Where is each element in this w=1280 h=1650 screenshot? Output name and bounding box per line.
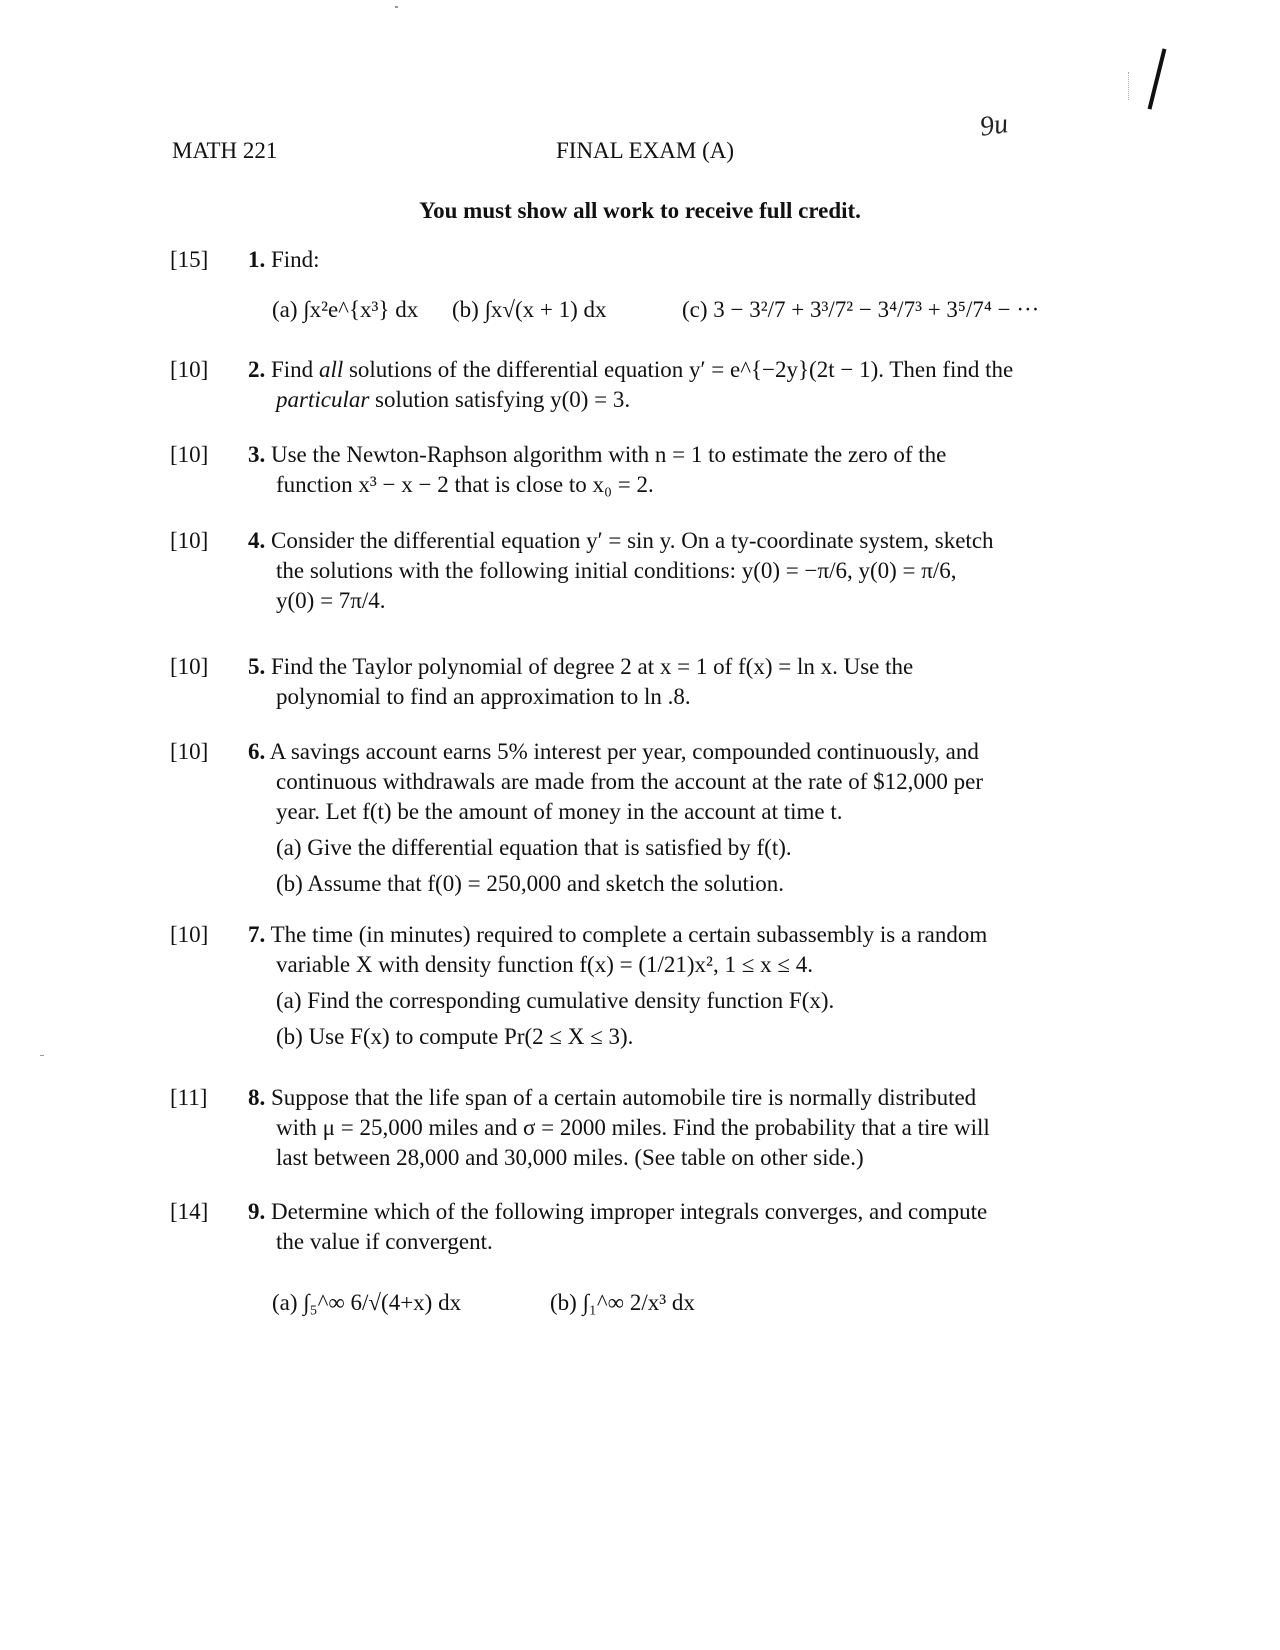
question-points: [10] xyxy=(170,654,209,679)
question-text: continuous withdrawals are made from the account at the rate of $12,000 per xyxy=(276,769,984,794)
question-4 xyxy=(248,526,1093,616)
question-number: 4. xyxy=(248,528,266,553)
question-number: 1. xyxy=(248,247,266,272)
scan-artifact xyxy=(1128,72,1130,100)
question-points: [10] xyxy=(170,357,209,382)
question-text: y(0) = 7π/4. xyxy=(276,588,386,613)
question-number: 8. xyxy=(248,1085,266,1110)
part-a: (a) ∫x²e^{x³} dx xyxy=(272,297,419,322)
question-2 xyxy=(248,355,1093,415)
question-number: 5. xyxy=(248,654,266,679)
question-points: [10] xyxy=(170,739,209,764)
question-text: with μ = 25,000 miles and σ = 2000 miles. Find the probability that a tire will xyxy=(276,1115,990,1140)
question-number: 6. xyxy=(248,739,266,764)
question-number: 9. xyxy=(248,1199,266,1224)
exam-title: FINAL EXAM (A) xyxy=(556,138,735,163)
question-number: 2. xyxy=(248,357,266,382)
question-9 xyxy=(248,1197,1093,1257)
sub-question-a: (a) Find the corresponding cumulative density function F(x). xyxy=(276,988,835,1013)
handwritten-mark: 9u xyxy=(977,108,1010,143)
question-points: [15] xyxy=(170,247,209,272)
question-text: A savings account earns 5% interest per year, compounded continuously, and xyxy=(269,739,979,764)
part-c: (c) 3 − 3²/7 + 3³/7² − 3⁴/7³ + 3⁵/7⁴ − ··· xyxy=(682,297,1040,322)
emphasis-text: particular xyxy=(276,387,370,412)
question-text: Suppose that the life span of a certain automobile tire is normally distributed xyxy=(271,1085,977,1110)
question-points: [10] xyxy=(170,528,209,553)
question-7 xyxy=(248,920,1093,1052)
sub-question-a: (a) Give the differential equation that is satisfied by f(t). xyxy=(276,835,792,860)
part-b: (b) ∫x√(x + 1) dx xyxy=(452,297,607,322)
question-text: The time (in minutes) required to complete a certain subassembly is a random xyxy=(270,922,988,947)
question-5 xyxy=(248,652,1093,712)
instructions-notice: You must show all work to receive full credit. xyxy=(419,198,861,223)
question-8 xyxy=(248,1083,1093,1173)
question-text: the solutions with the following initial conditions: y(0) = −π/6, y(0) = π/6, xyxy=(276,558,957,583)
course-code: MATH 221 xyxy=(172,138,278,163)
question-text: solutions of the differential equation y′ = e^{−2y}(2t − 1). Then find the xyxy=(343,357,1014,382)
question-number: 7. xyxy=(248,922,266,947)
scan-artifact xyxy=(40,1055,44,1056)
question-text: Determine which of the following improper integrals converges, and compute xyxy=(271,1199,988,1224)
question-points: [11] xyxy=(170,1085,208,1110)
sub-question-b: (b) Assume that f(0) = 250,000 and sketch the solution. xyxy=(276,871,785,896)
part-b: (b) ∫₁^∞ 2/x³ dx xyxy=(550,1290,695,1315)
question-text: Find xyxy=(271,357,319,382)
question-6 xyxy=(248,737,1093,899)
question-points: [10] xyxy=(170,442,209,467)
question-text: last between 28,000 and 30,000 miles. (See table on other side.) xyxy=(276,1145,864,1170)
question-number: 3. xyxy=(248,442,266,467)
question-points: [10] xyxy=(170,922,209,947)
question-text: Find the Taylor polynomial of degree 2 at x = 1 of f(x) = ln x. Use the xyxy=(271,654,914,679)
question-text: Find: xyxy=(271,247,320,272)
question-text: the value if convergent. xyxy=(276,1229,493,1254)
question-text: solution satisfying y(0) = 3. xyxy=(369,387,631,412)
question-text: polynomial to find an approximation to ln .8. xyxy=(276,684,691,709)
sub-question-b: (b) Use F(x) to compute Pr(2 ≤ X ≤ 3). xyxy=(276,1024,634,1049)
question-text: function x³ − x − 2 that is close to x₀ = 2. xyxy=(276,472,654,497)
scan-artifact xyxy=(395,6,398,8)
handwritten-slash xyxy=(1148,48,1167,109)
question-3 xyxy=(248,440,1093,500)
emphasis-text: all xyxy=(318,357,344,382)
question-text: Consider the differential equation y′ = sin y. On a ty-coordinate system, sketch xyxy=(271,528,994,553)
question-points: [14] xyxy=(170,1199,209,1224)
question-1 xyxy=(248,245,1093,275)
part-a: (a) ∫₅^∞ 6/√(4+x) dx xyxy=(272,1290,462,1315)
question-text: Use the Newton-Raphson algorithm with n = 1 to estimate the zero of the xyxy=(271,442,947,467)
question-text: variable X with density function f(x) = (1/21)x², 1 ≤ x ≤ 4. xyxy=(276,952,813,977)
question-text: year. Let f(t) be the amount of money in the account at time t. xyxy=(276,799,843,824)
